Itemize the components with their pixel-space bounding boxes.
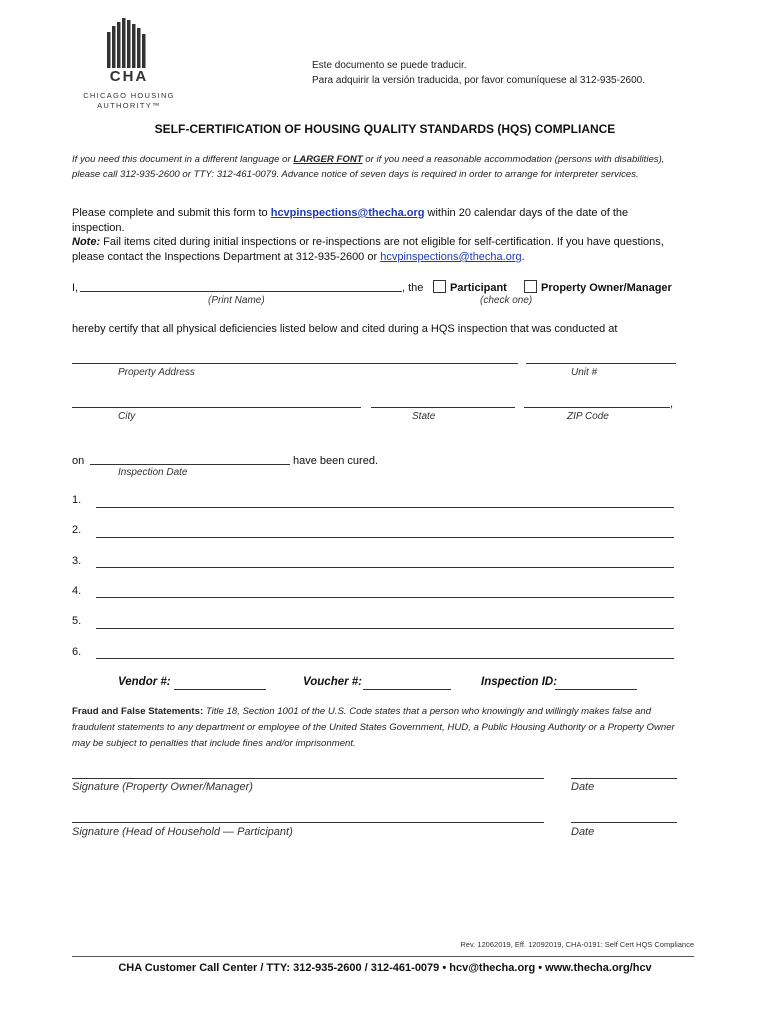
unit-label: Unit #: [571, 367, 598, 378]
property-address-label: Property Address: [118, 367, 195, 378]
cured-text: have been cured.: [293, 455, 379, 467]
note-email-link[interactable]: hcvpinspections@thecha.org: [380, 251, 522, 263]
footer-contact: CHA Customer Call Center / TTY: 312-935-2600 / 312-461-0079 • hcv@thecha.org • www.thecha.org/hcv: [118, 962, 652, 974]
revision-note: Rev. 12062019, Eff. 12092019, CHA-0191: Self Cert HQS Compliance: [460, 940, 694, 949]
inspection-id-field[interactable]: [555, 689, 637, 690]
deficiency-number: 1.: [72, 494, 82, 506]
participant-checkbox[interactable]: [433, 280, 446, 293]
owner-date-field[interactable]: [571, 778, 677, 779]
deficiency-number: 2.: [72, 524, 82, 536]
document-title: SELF-CERTIFICATION OF HOUSING QUALITY STANDARDS (HQS) COMPLIANCE: [154, 122, 616, 136]
city-label: City: [118, 411, 136, 422]
deficiency-field-4[interactable]: [96, 597, 674, 598]
property-address-field[interactable]: [72, 363, 518, 364]
print-name-label: (Print Name): [208, 295, 265, 306]
check-one-label: (check one): [480, 295, 533, 306]
owner-date-label: Date: [571, 781, 595, 793]
logo-subtitle: CHICAGO HOUSING AUTHORITY™: [83, 91, 175, 110]
deficiency-number: 4.: [72, 585, 82, 597]
deficiency-field-3[interactable]: [96, 567, 674, 568]
footer-divider: [72, 956, 694, 957]
participant-signature-field[interactable]: [72, 822, 544, 823]
vendor-field[interactable]: [174, 689, 266, 690]
larger-font-text: LARGER FONT: [293, 154, 363, 165]
inspection-date-field[interactable]: [90, 464, 290, 465]
owner-checkbox[interactable]: [524, 280, 537, 293]
i-label: I,: [72, 282, 79, 294]
deficiency-number: 5.: [72, 615, 82, 627]
deficiency-field-5[interactable]: [96, 628, 674, 629]
fraud-label: Fraud and False Statements:: [72, 706, 204, 717]
fraud-statement: Fraud and False Statements: Title 18, Section 1001 of the U.S. Code states that a person who knowingly and willingly makes false and fraudulent statements to any department or employee of the United States Government, HUD, a Public Housing Authority or a Property Owner may be subject to penalties that include fines and/or imprisonment.: [72, 706, 675, 749]
participant-signature-label: Signature (Head of Household — Participant): [72, 826, 293, 838]
zip-field[interactable]: [524, 407, 670, 408]
state-field[interactable]: [371, 407, 515, 408]
logo-name: CHA: [109, 68, 149, 85]
zip-label: ZIP Code: [567, 411, 609, 422]
inspection-id-label: Inspection ID:: [481, 676, 558, 688]
accessibility-notice: If you need this document in a different language or LARGER FONT or if you need a reasonable accommodation (persons with disabilities), please call 312-935-2600 or TTY: 312-461-0079. Advance notice of seven days is required in order to arrange for interpreter services.: [72, 154, 665, 180]
deficiency-number: 3.: [72, 555, 82, 567]
owner-option[interactable]: Property Owner/Manager: [524, 280, 672, 296]
city-field[interactable]: [72, 407, 361, 408]
the-label: , the: [402, 282, 424, 294]
deficiency-field-2[interactable]: [96, 537, 674, 538]
print-name-field[interactable]: [80, 291, 402, 292]
state-label: State: [412, 411, 436, 422]
submit-email-link[interactable]: hcvpinspections@thecha.org: [270, 207, 425, 219]
submit-instructions: Please complete and submit this form to hcvpinspections@thecha.org within 20 calendar days of the date of the inspection.: [72, 207, 629, 234]
certify-statement: hereby certify that all physical deficiencies listed below and cited during a HQS inspection that was conducted at: [72, 323, 618, 335]
voucher-field[interactable]: [363, 689, 451, 690]
cha-logo-icon: [107, 18, 149, 68]
inspection-date-label: Inspection Date: [118, 467, 188, 478]
voucher-label: Voucher #:: [303, 676, 363, 688]
unit-field[interactable]: [526, 363, 676, 364]
owner-signature-field[interactable]: [72, 778, 544, 779]
vendor-label: Vendor #:: [118, 676, 171, 688]
participant-date-label: Date: [571, 826, 595, 838]
zip-comma: ,: [670, 398, 674, 410]
deficiency-number: 6.: [72, 646, 82, 658]
deficiency-field-6[interactable]: [96, 658, 674, 659]
note-label: Note:: [72, 236, 101, 248]
note-paragraph: Note: Fail items cited during initial inspections or re-inspections are not eligible for self-certification. If you have questions, please contact the Inspections Department at 312-935-2600 or hcvpinspections@thecha.org.: [72, 236, 664, 263]
translation-notice: Este documento se puede traducir. Para adquirir la versión traducida, por favor comuníquese al 312-935-2600.: [312, 60, 645, 86]
on-label: on: [72, 455, 85, 467]
participant-date-field[interactable]: [571, 822, 677, 823]
participant-option[interactable]: Participant: [433, 280, 507, 296]
deficiency-field-1[interactable]: [96, 507, 674, 508]
owner-signature-label: Signature (Property Owner/Manager): [72, 781, 253, 793]
